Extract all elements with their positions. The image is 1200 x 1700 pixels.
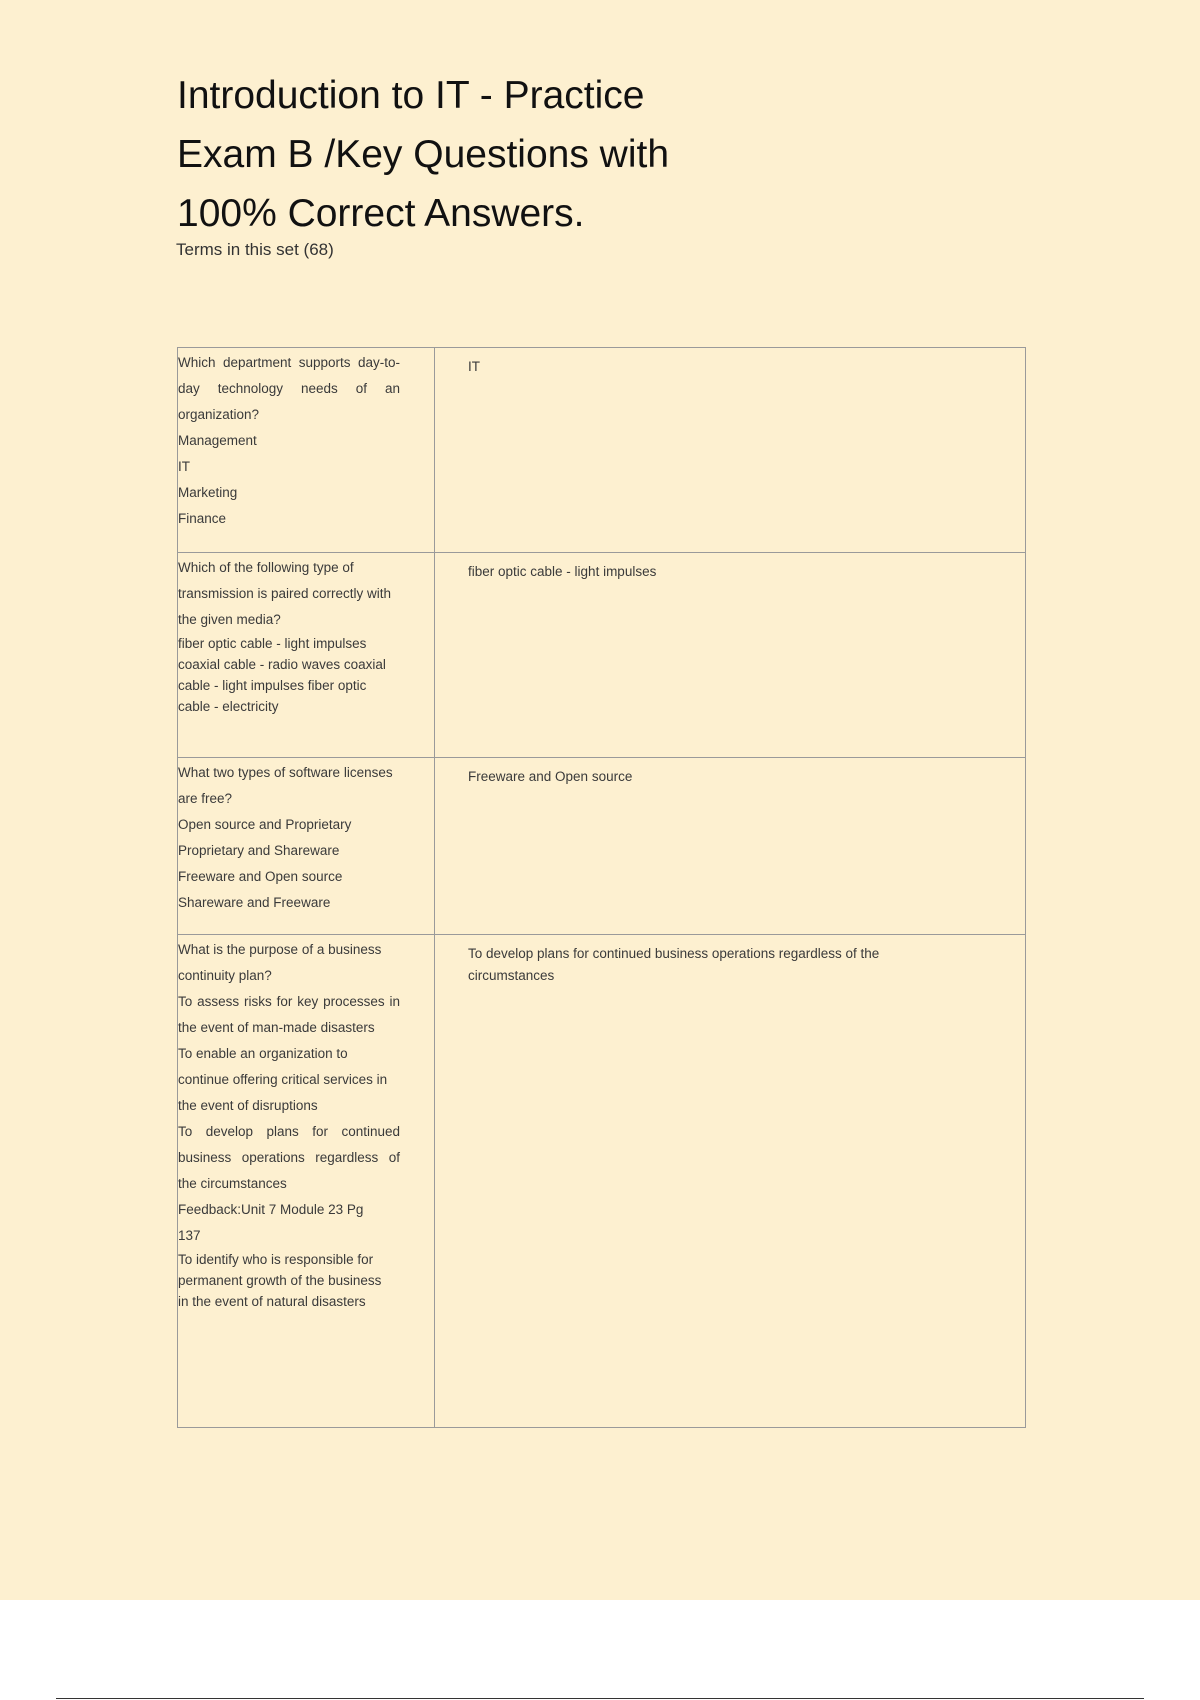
option-line: cable - electricity bbox=[178, 699, 279, 714]
question-line: the given media? bbox=[178, 612, 281, 627]
question-line: Which department supports day-to- bbox=[178, 355, 400, 370]
option-line: Shareware and Freeware bbox=[178, 895, 331, 910]
question-line: What two types of software licenses bbox=[178, 765, 393, 780]
option-line: To develop plans for continued bbox=[178, 1124, 400, 1139]
option-line: To identify who is responsible for bbox=[178, 1252, 374, 1267]
option-line: Open source and Proprietary bbox=[178, 817, 352, 832]
table-row bbox=[178, 758, 1026, 935]
title-line: 100% Correct Answers. bbox=[177, 192, 585, 235]
option-line: the event of disruptions bbox=[178, 1098, 318, 1113]
question-text bbox=[178, 935, 434, 1312]
option-line: cable - light impulses fiber optic bbox=[178, 678, 367, 693]
option-line: the circumstances bbox=[178, 1176, 287, 1191]
feedback-line: Feedback:Unit 7 Module 23 Pg bbox=[178, 1202, 364, 1217]
answer-cell: fiber optic cable - light impulses bbox=[435, 553, 1026, 758]
question-cell bbox=[178, 553, 435, 758]
option-line: Management bbox=[178, 433, 257, 448]
table-row bbox=[178, 935, 1026, 1428]
question-line: continuity plan? bbox=[178, 968, 272, 983]
table-row bbox=[178, 553, 1026, 758]
question-text bbox=[178, 758, 434, 916]
option-line: continue offering critical services in bbox=[178, 1072, 388, 1087]
answer-cell: To develop plans for continued business operations regardless of the circumstances bbox=[435, 935, 1026, 1428]
footer-divider bbox=[56, 1698, 1144, 1699]
question-text bbox=[178, 348, 434, 532]
option-line: permanent growth of the business bbox=[178, 1273, 382, 1288]
option-line: Freeware and Open source bbox=[178, 869, 343, 884]
question-line: are free? bbox=[178, 791, 233, 806]
option-line: coaxial cable - radio waves coaxial bbox=[178, 657, 386, 672]
title-line: Introduction to IT - Practice bbox=[177, 74, 645, 117]
question-cell bbox=[178, 348, 435, 553]
qa-table bbox=[177, 347, 1026, 1428]
option-line: fiber optic cable - light impulses bbox=[178, 636, 367, 651]
option-line: the event of man-made disasters bbox=[178, 1020, 375, 1035]
option-line: in the event of natural disasters bbox=[178, 1294, 366, 1309]
answer-cell: IT bbox=[435, 348, 1026, 553]
option-line: To enable an organization to bbox=[178, 1046, 348, 1061]
question-line: transmission is paired correctly with bbox=[178, 586, 392, 601]
answer-cell: Freeware and Open source bbox=[435, 758, 1026, 935]
option-line: Marketing bbox=[178, 485, 238, 500]
question-text bbox=[178, 553, 434, 717]
question-line: Which of the following type of bbox=[178, 560, 354, 575]
option-line: Proprietary and Shareware bbox=[178, 843, 340, 858]
option-line: Finance bbox=[178, 511, 227, 526]
table-row bbox=[178, 348, 1026, 553]
question-cell bbox=[178, 758, 435, 935]
question-line: organization? bbox=[178, 407, 260, 422]
option-line: To assess risks for key processes in bbox=[178, 994, 400, 1009]
option-line: business operations regardless of bbox=[178, 1150, 400, 1165]
option-line: IT bbox=[178, 459, 190, 474]
question-cell bbox=[178, 935, 435, 1428]
question-line: What is the purpose of a business bbox=[178, 942, 382, 957]
terms-count: Terms in this set (68) bbox=[176, 240, 334, 259]
document-title bbox=[177, 66, 737, 243]
question-line: day technology needs of an bbox=[178, 381, 400, 396]
title-line: Exam B /Key Questions with bbox=[177, 133, 670, 176]
feedback-line: 137 bbox=[178, 1228, 201, 1243]
